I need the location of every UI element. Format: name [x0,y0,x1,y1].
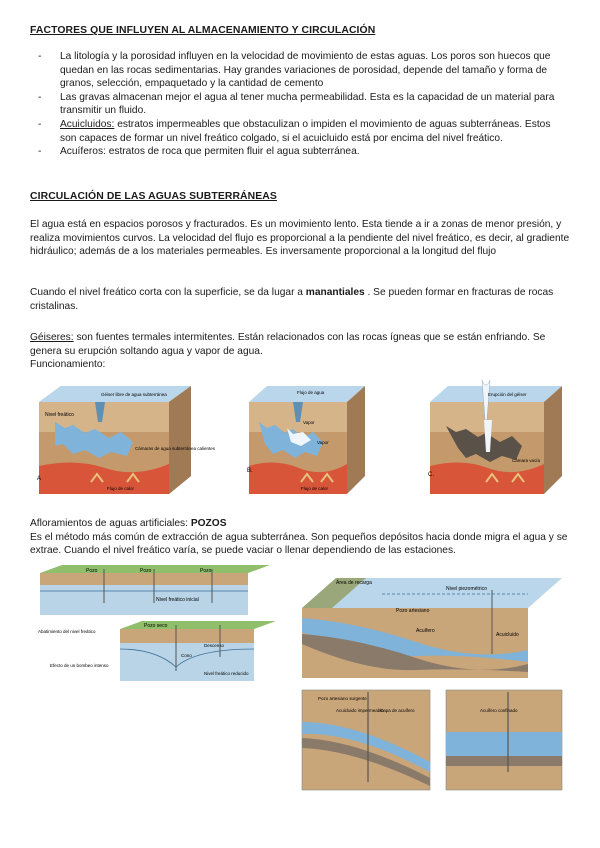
label: Efecto de un bombeo intenso [50,663,109,668]
label: Flujo de calor [107,486,135,491]
figure-letter: B. [247,468,253,474]
label: Acuicluido [496,632,519,638]
figure-letter: A [37,476,42,482]
section-heading-factors: FACTORES QUE INFLUYEN AL ALMACENAMIENTO Y CIRCULACIÓN [30,25,376,36]
wells-drawdown-diagram [36,563,281,685]
label: Acuicluido impermeable [336,708,384,713]
label: Flujo de agua [297,390,325,395]
term-manantiales: manantiales [305,287,365,298]
label: Géiser libre de agua subterránea [101,392,167,397]
label: Pozo seco [144,623,168,629]
label: Vapor [303,420,315,425]
label: Pozo [200,568,212,574]
label: Capa de acuífero [380,708,415,713]
paragraph-springs: Cuando el nivel freático corta con la superficie, se da lugar a manantiales . Se pueden formar en fracturas de rocas cristalinas. [30,287,554,312]
label: Pozo artesiano surgente [318,696,367,701]
label: Acuífero [416,628,435,634]
label: Vapor [317,440,329,445]
term-geiseres: Géiseres: [30,332,74,343]
geyser-diagram-a [35,380,216,498]
paragraph-geysers: Géiseres: son fuentes termales intermitentes. Están relacionados con las rocas ígneas que se están enfriando. Se genera su erupción soltando agua y vapor de agua. Funcionamiento: [30,332,546,371]
geyser-diagram-b [245,380,367,498]
label: Nivel freático [45,412,74,418]
label: Erupción del géiser [488,392,527,397]
label: Abatimiento del nivel freático [38,629,96,634]
list-item: - La litología y la porosidad influyen en la velocidad de movimiento de estas aguas. Los poros son huecos que quedan en las rocas sedimentarias. Hay grandes variaciones de porosidad, depende del tamaño y forma de granos, selección, empaquetado y la cantidad de cemento [38,51,551,90]
label: Nivel piezométrico [446,586,487,592]
paragraph-wells: Afloramientos de aguas artificiales: POZOS Es el método más común de extracción de agua subterránea. Son pequeños depósitos hacia donde migra el agua y se extrae. Cuando el nivel freático varía, se puede vaciar o llenar dependiendo de las estaciones. [30,518,568,557]
label: Pozo [86,568,98,574]
label: Área de recarga [336,580,372,586]
list-item: - Las gravas almacenan mejor el agua al tener mucha permeabilidad. Esta es la capacidad de un material para transmitir un fluido. [38,91,555,117]
paragraph-circulation: El agua está en espacios porosos y fracturados. Es un movimiento lento. Esta tiende a ir a zonas de menor presión, y realiza movimientos curvos. La velocidad del flujo es proporcional a la pendiente del nivel freático, es decir, al gradiente hidráulico; además de a los materiales permeables. Es inversamente proporcional a la longitud del flujo [30,219,570,258]
label: Pozo [140,568,152,574]
label: Cámaras de agua subterránea calientes [135,446,216,451]
label: Pozo artesiano [396,608,430,614]
artesian-wells-diagram [296,572,566,794]
label: Cono [181,653,192,658]
list-item: - Acuicluidos: estratos impermeables que obstaculizan o impiden el movimiento de aguas subterráneas. Estos son capaces de formar un nivel freático colgado, si el acuicluido está por encima del nivel freático. [38,118,551,144]
label: Nivel freático reducido [204,671,249,676]
section-heading-circulation: CIRCULACIÓN DE LAS AGUAS SUBTERRÁNEAS [30,191,277,202]
term-pozos: POZOS [190,518,227,529]
label: Cámara vacía [512,458,541,463]
factors-list [38,50,568,159]
label: Flujo de calor [301,486,329,491]
figure-letter: C. [428,472,434,478]
label: Descenso [204,643,225,648]
list-item: - Acuíferos: estratos de roca que permiten fluir el agua subterránea. [38,146,360,158]
label: Nivel freático inicial [156,597,199,603]
label: Acuífero confinado [480,708,518,713]
geyser-diagram-c [426,380,564,498]
term-acuicluidos: Acuicluidos: [60,118,115,130]
